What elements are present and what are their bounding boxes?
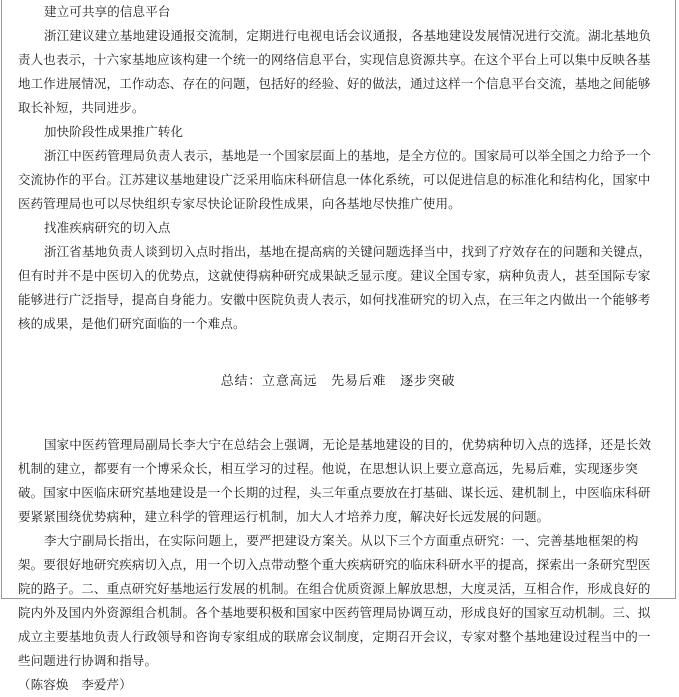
closing-paragraph-2: 李大宁副局长指出，在实际问题上，要严把建设方案关。从以下三个方面重点研究：一、完善基地框架的构架。要很好地研究疾病切入点，用一个切入点带动整个重大疾病研究的临床科研水平的提高，探索出一条研究型医院的路子。二、重点研究好基地运行发展的机制。在组合优质资源上解放思想，大度灵活，互相合作，形成良好的院内外及国内外资源组合机制。各个基地要积极和国家中医药管理局协调互动，形成良好的国家互动机制。三、拟成立主要基地负责人行政领导和咨询专家组成的联席会议制度，定期召开会议，专家对整个基地建设过程当中的一些问题进行协调和指导。 (18, 533, 651, 668)
section-heading-2: 加快阶段性成果推广转化 (44, 124, 184, 139)
section-body-2: 浙江中医药管理局负责人表示，基地是一个国家层面上的基地，是全方位的。国家局可以举全国之力给予一个交流协作的平台。江苏建议基地建设广泛采用临床科研信息一体化系统，可以促进信息的标准化和结构化，国家中医药管理局也可以尽快组织专家尽快论证阶段性成果，向各基地尽快推广使用。 (18, 148, 652, 211)
section-body-3: 浙江省基地负责人谈到切入点时指出，基地在提高病的关键问题选择当中，找到了疗效存在的问题和关键点，但有时并不是中医切入的优势点，这就使得病种研究成果缺乏显示度。建议全国专家，病种负责人，甚至国际专家能够进行广泛指导，提高自身能力。安徽中医院负责人表示，如何找准研究的切入点，在三年之内做出一个能够考核的成果，是他们研究面临的一个难点。 (18, 244, 652, 331)
closing-paragraph-1: 国家中医药管理局副局长李大宁在总结会上强调，无论是基地建设的目的，优势病种切入点的选择，还是长效机制的建立，都要有一个博采众长，相互学习的过程。他说，在思想认识上要立意高远，先易后难，实现逐步突破。国家中医临床研究基地建设是一个长期的过程，头三年重点要放在打基础、谋长远、建机制上，中医临床科研要紧紧围绕优势病种，建立科学的管理运行机制，加大人才培养力度，解决好长远发展的问题。 (18, 437, 652, 524)
spacer (18, 394, 658, 433)
spacer (18, 336, 658, 370)
article-content (18, 0, 658, 697)
byline: （陈容焕 李爱芹） (18, 677, 132, 692)
summary-title: 总结：立意高远 先易后难 逐步突破 (220, 374, 456, 389)
section-heading-3: 找准疾病研究的切入点 (44, 220, 171, 235)
section-body-1: 浙江建议建立基地建设通报交流制，定期进行电视电话会议通报，各基地建设发展情况进行交流。湖北基地负责人也表示，十六家基地应该构建一个统一的网络信息平台，实现信息资源共享。在这个平台上可以集中反映各基地工作进展情况，工作动态、存在的问题，包括好的经验、好的做法，通过这样一个信息平台交流，基地之间能够取长补短，共同进步。 (18, 28, 652, 115)
section-heading-1: 建立可共享的信息平台 (44, 4, 171, 19)
